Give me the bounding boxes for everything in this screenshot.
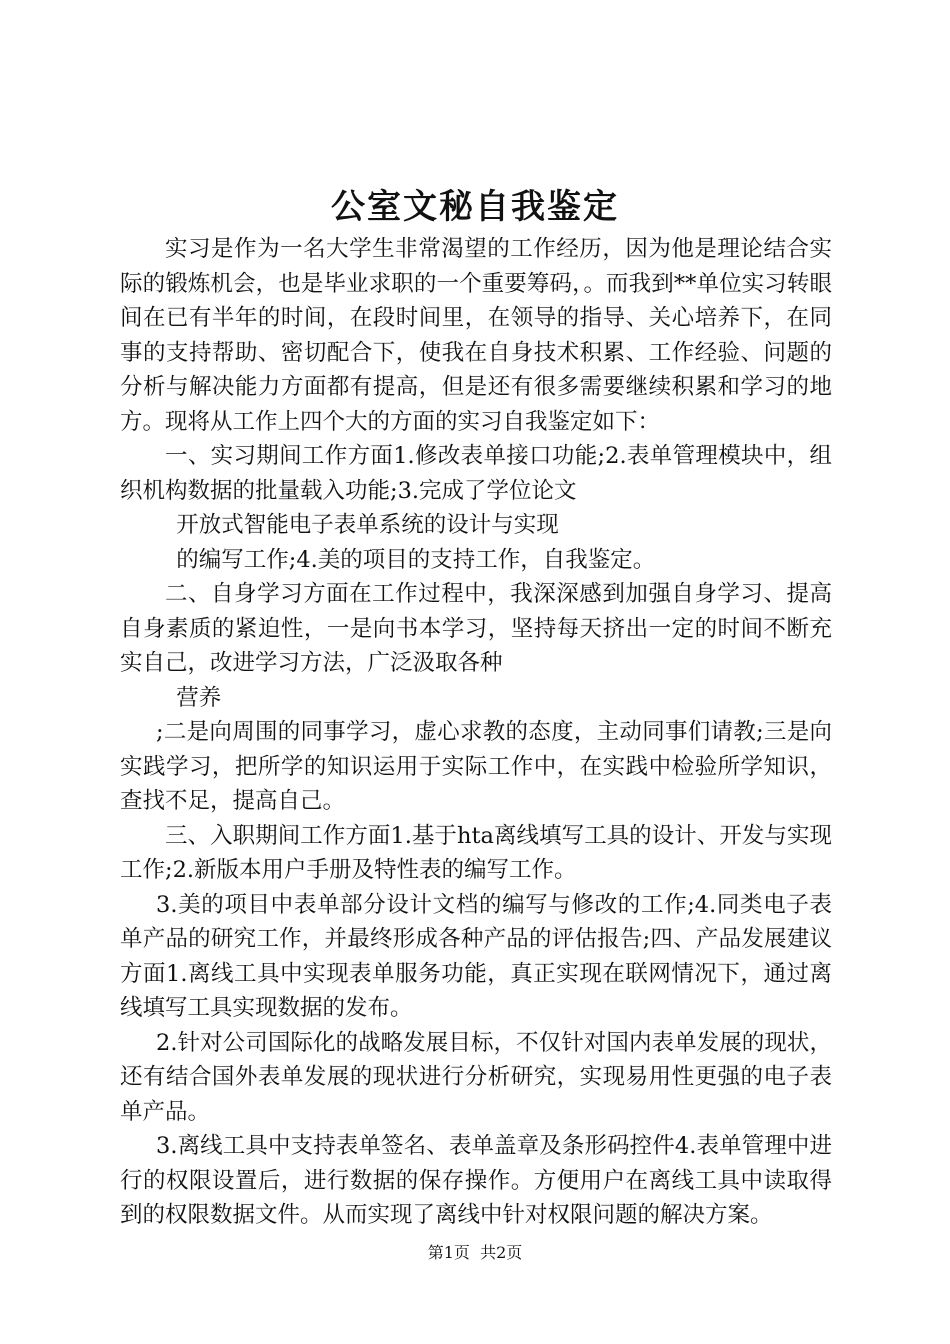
paragraph-suggestion-3: 3.离线工具中支持表单签名、表单盖章及条形码控件4.表单管理中进行的权限设置后，进行数据的保存操作。方便用户在离线工具中读取得到的权限数据文件。从而实现了离线中针对权限问题的解决方案。 xyxy=(120,1133,832,1228)
document-title: 公室文秘自我鉴定 xyxy=(331,187,619,227)
page-footer xyxy=(0,1243,950,1263)
paragraph-nutrition: 营养 xyxy=(176,684,222,711)
page-total: 共2页 xyxy=(480,1243,523,1262)
paragraph-section-3: 三、入职期间工作方面1.基于hta离线填写工具的设计、开发与实现工作;2.新版本用户手册及特性表的编写工作。 xyxy=(120,822,832,883)
paragraph-section-2-cont: ;二是向周围的同事学习，虚心求教的态度，主动同事们请教;三是向实践学习，把所学的知识运用于实际工作中，在实践中检验所学知识，查找不足，提高自己。 xyxy=(120,719,832,814)
paragraph-suggestion-2: 2.针对公司国际化的战略发展目标，不仅针对国内表单发展的现状，还有结合国外表单发展的现状进行分析研究，实现易用性更强的电子表单产品。 xyxy=(120,1029,832,1125)
paragraph-thesis-title: 开放式智能电子表单系统的设计与实现 xyxy=(176,512,559,538)
paragraph-section-2: 二、自身学习方面在工作过程中，我深深感到加强自身学习、提高自身素质的紧迫性，一是向书本学习，坚持每天挤出一定的时间不断充实自己，改进学习方法，广泛汲取各种 xyxy=(120,581,832,676)
paragraph-section-1-cont: 的编写工作;4.美的项目的支持工作，自我鉴定。 xyxy=(176,546,656,573)
paragraph-section-1: 一、实习期间工作方面1.修改表单接口功能;2.表单管理模块中，组织机构数据的批量载入功能;3.完成了学位论文 xyxy=(120,443,832,504)
paragraph-intro: 实习是作为一名大学生非常渴望的工作经历，因为他是理论结合实际的锻炼机会，也是毕业求职的一个重要筹码，。而我到**单位实习转眼间在已有半年的时间，在段时间里，在领导的指导、关心培养下，在同事的支持帮助、密切配合下，使我在自身技术积累、工作经验、问题的分析与解决能力方面都有提高，但是还有很多需要继续积累和学习的地方。现将从工作上四个大的方面的实习自我鉴定如下： xyxy=(120,236,832,435)
paragraph-section-3-cont: 3.美的项目中表单部分设计文档的编写与修改的工作;4.同类电子表单产品的研究工作，并最终形成各种产品的评估报告;四、产品发展建议方面1.离线工具中实现表单服务功能，真正实现在联网情况下，通过离线填写工具实现数据的发布。 xyxy=(120,891,832,1021)
document-body xyxy=(120,232,832,1233)
page-number: 第1页 xyxy=(427,1243,470,1262)
